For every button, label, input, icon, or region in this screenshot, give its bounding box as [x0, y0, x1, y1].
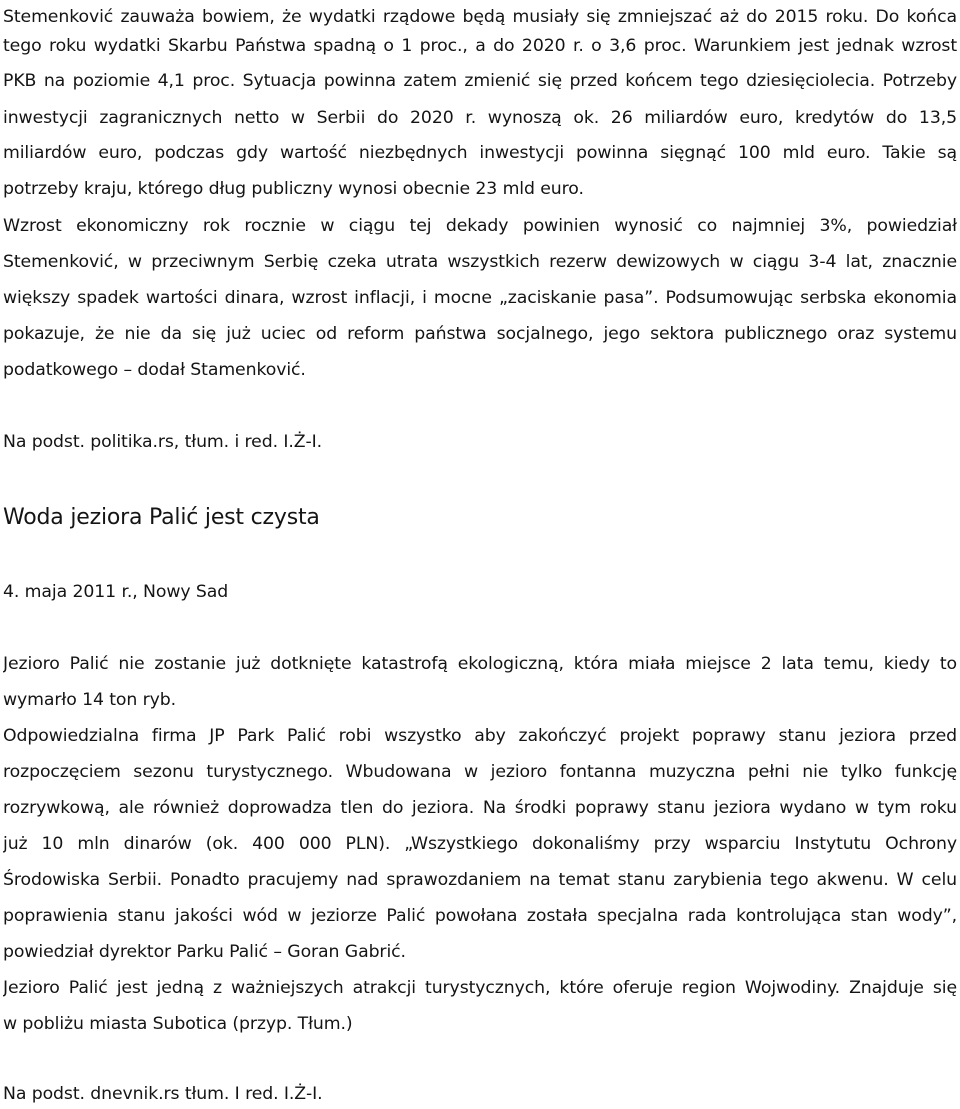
body-line: PKB na poziomie 4,1 proc. Sytuacja powinna zatem zmienić się przed końcem tego dziesięciolecia. Potrzeby [3, 71, 957, 91]
article-title: Woda jeziora Palić jest czysta [3, 505, 320, 530]
body-line: Wzrost ekonomiczny rok rocznie w ciągu tej dekady powinien wynosić co najmniej 3%, powiedział [3, 216, 957, 236]
body-line: Jezioro Palić jest jedną z ważniejszych atrakcji turystycznych, które oferuje region Wojwodiny. Znajduje się [3, 978, 957, 998]
body-line: Jezioro Palić nie zostanie już dotknięte katastrofą ekologiczną, która miała miejsce 2 lata temu, kiedy to [3, 654, 957, 674]
body-line: podatkowego – dodał Stamenković. [3, 360, 306, 380]
body-line: już 10 mln dinarów (ok. 400 000 PLN). „Wszystkiego dokonaliśmy przy wsparciu Instytutu Ochrony [3, 834, 957, 854]
body-line: Środowiska Serbii. Ponadto pracujemy nad sprawozdaniem na temat stanu zarybienia tego akwenu. W celu [3, 870, 957, 890]
body-line: większy spadek wartości dinara, wzrost inflacji, i mocne „zaciskanie pasa”. Podsumowując serbska ekonomia [3, 288, 957, 308]
body-line: tego roku wydatki Skarbu Państwa spadną o 1 proc., a do 2020 r. o 3,6 proc. Warunkiem jest jednak wzrost [3, 36, 957, 56]
body-line: Odpowiedzialna firma JP Park Palić robi wszystko aby zakończyć projekt poprawy stanu jeziora przed [3, 726, 957, 746]
body-line: potrzeby kraju, którego dług publiczny wynosi obecnie 23 mld euro. [3, 179, 584, 199]
article-source: Na podst. dnevnik.rs tłum. I red. I.Ż-I. [3, 1084, 323, 1104]
body-line: w pobliżu miasta Subotica (przyp. Tłum.) [3, 1014, 353, 1034]
article-source: Na podst. politika.rs, tłum. i red. I.Ż-I. [3, 432, 323, 452]
body-line: rozrywkową, ale również doprowadza tlen do jeziora. Na środki poprawy stanu jeziora wydano w tym roku [3, 798, 957, 818]
body-line: poprawienia stanu jakości wód w jeziorze Palić powołana została specjalna rada kontrolująca stan wody”, [3, 906, 957, 926]
body-line: Stemenković, w przeciwnym Serbię czeka utrata wszystkich rezerw dewizowych w ciągu 3-4 lat, znacznie [3, 252, 957, 272]
body-line: wymarło 14 ton ryb. [3, 690, 177, 710]
body-line: rozpoczęciem sezonu turystycznego. Wbudowana w jezioro fontanna muzyczna pełni nie tylko funkcję [3, 762, 957, 782]
body-line: pokazuje, że nie da się już uciec od reform państwa socjalnego, jego sektora publicznego oraz systemu [3, 324, 957, 344]
body-line: powiedział dyrektor Parku Palić – Goran Gabrić. [3, 942, 406, 962]
body-line: inwestycji zagranicznych netto w Serbii do 2020 r. wynoszą ok. 26 miliardów euro, kredytów do 13,5 [3, 108, 957, 128]
body-line: Stemenković zauważa bowiem, że wydatki rządowe będą musiały się zmniejszać aż do 2015 roku. Do końca [3, 7, 957, 27]
article-dateline: 4. maja 2011 r., Nowy Sad [3, 582, 229, 602]
body-line: miliardów euro, podczas gdy wartość niezbędnych inwestycji powinna sięgnąć 100 mld euro. Takie są [3, 143, 957, 163]
